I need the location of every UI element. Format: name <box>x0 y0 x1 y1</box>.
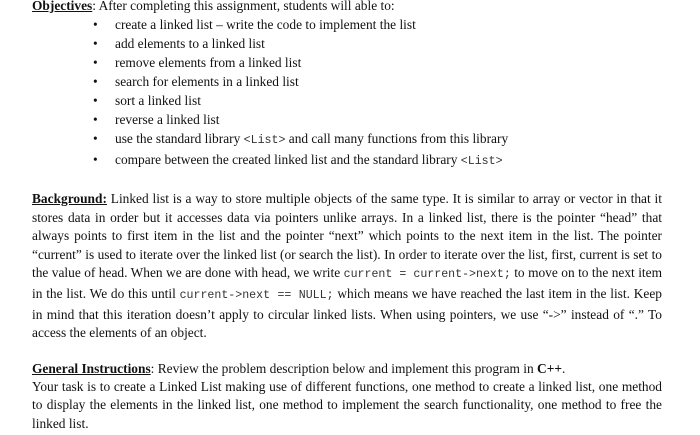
list-item <box>32 110 662 129</box>
code-current-next: current = current->next; <box>343 268 511 282</box>
general-heading: General Instructions <box>32 360 151 376</box>
bullet-icon: • <box>93 131 98 146</box>
bullet-icon: • <box>93 93 98 108</box>
objective-text: reverse a linked list <box>115 112 220 127</box>
bullet-icon: • <box>93 55 98 70</box>
bullet-icon: • <box>93 74 98 89</box>
background-heading: Background: <box>32 191 107 206</box>
objective-text: add elements to a linked list <box>115 36 265 51</box>
background-text: which means we have reached the last item in the list. Keep in mind that this iteration doesn’t apply to circular linked lists. When using pointers, we use “->” instead of “.” To access the elements of an object. <box>32 285 662 341</box>
objectives-list <box>32 15 662 171</box>
code-list-type: <List> <box>243 134 286 147</box>
list-item <box>32 129 662 150</box>
general-body: Your task is to create a Linked List making use of different functions, one method to create a linked list, one method to display the elements in the linked list, one method to implement the search functionality, one method to free the linked list. <box>32 378 662 431</box>
background-paragraph <box>32 190 662 343</box>
objective-text: sort a linked list <box>115 93 201 108</box>
document-page <box>32 0 662 434</box>
objective-text: compare between the created linked list and the standard library <box>115 152 461 167</box>
list-item <box>32 34 662 53</box>
background-text: Linked list is a way to store multiple objects of the same type. It is similar to array or vector in that it stores data in order but it accesses data via pointers unlike arrays. In a linked list, there is the pointer “head” that always points to first item in the list and the pointer “next” which points to the next item in the list. The pointer “current” is used to iterate over the linked list (or search the list). In order to iterate over the list, first, current is set to the value of head. When we are done with head, we write <box>32 191 662 281</box>
objectives-intro: : After completing this assignment, students will able to: <box>92 0 395 13</box>
general-intro-end: . <box>561 360 566 376</box>
objective-text: search for elements in a linked list <box>115 74 299 89</box>
objectives-intro-line <box>32 0 662 15</box>
bullet-icon: • <box>93 152 98 167</box>
objective-text: remove elements from a linked list <box>115 55 302 70</box>
bullet-icon: • <box>93 36 98 51</box>
general-intro: : Review the problem description below and implement this program in <box>150 360 538 376</box>
list-item <box>32 53 662 72</box>
language-name: C++ <box>537 360 562 376</box>
list-item <box>32 72 662 91</box>
bullet-icon: • <box>93 112 98 127</box>
objective-text: create a linked list – write the code to implement the list <box>115 17 416 32</box>
general-intro-line <box>32 359 662 378</box>
list-item <box>32 150 662 171</box>
list-item <box>32 15 662 34</box>
code-null-check: current->next == NULL; <box>179 288 334 302</box>
objective-text: use the standard library <box>115 131 244 146</box>
list-item <box>32 91 662 110</box>
bullet-icon: • <box>93 17 98 32</box>
objectives-heading: Objectives <box>32 0 93 13</box>
code-list-type: <List> <box>460 155 503 168</box>
background-text: to move on to the next item in the list. We do this until <box>32 265 662 301</box>
objective-text: and call many functions from this library <box>285 131 509 146</box>
